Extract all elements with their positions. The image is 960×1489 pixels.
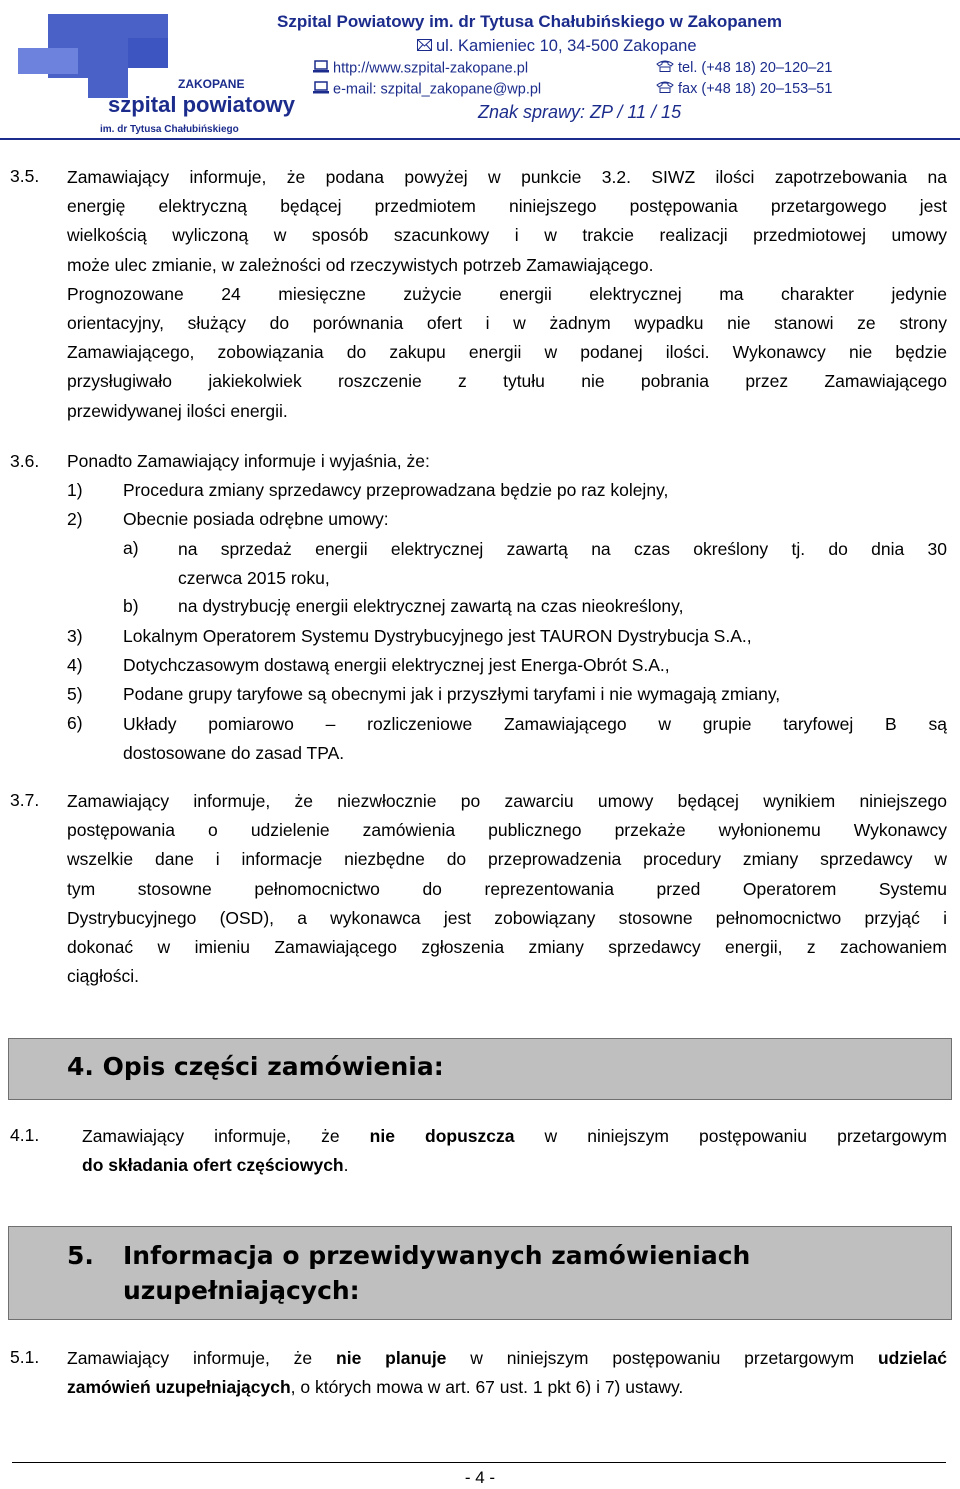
list-item-number: 4)	[67, 655, 83, 675]
section-heading-4-title: 4. Opis części zamówienia:	[67, 1052, 444, 1081]
section-heading-5-title-line2: uzupełniających:	[123, 1276, 360, 1305]
emphasis-text: zamówień uzupełniających	[67, 1377, 291, 1398]
phone-icon	[656, 60, 674, 76]
sublist-item-number: b)	[123, 596, 139, 616]
text-line: Zamawiający informuje, że niezwłocznie po zawarciu umowy będącej wynikiem niniejszego	[67, 791, 947, 811]
text-line: Dystrybucyjnego (OSD), a wykonawca jest zobowiązany stosowne pełnomocnictwo przyjąć i	[67, 907, 947, 928]
email-link[interactable]: e-mail: szpital_zakopane@wp.pl	[333, 81, 542, 98]
list-item-text	[123, 710, 947, 768]
fax-text: fax (+48 18) 20–153–51	[678, 81, 833, 97]
list-item-number: 5)	[67, 684, 83, 704]
computer-icon	[313, 60, 329, 77]
text-line: orientacyjny, służący do porównania ofert i w żadnym wypadku nie stanowi ze strony	[67, 313, 947, 334]
text-run: , o których mowa w art. 67 ust. 1 pkt 6) i 7) ustawy.	[290, 1377, 684, 1398]
phone-icon	[656, 81, 674, 97]
text-run: w niniejszym postępowaniu przetargowym	[514, 1126, 947, 1146]
section-heading-5-number: 5.	[67, 1241, 94, 1270]
text-line: ciągłości.	[67, 966, 139, 987]
hospital-name: Szpital Powiatowy im. dr Tytusa Chałubińskiego w Zakopanem	[277, 12, 783, 31]
text-line	[82, 1122, 947, 1151]
page-number: - 4 -	[464, 1468, 496, 1487]
address-line	[417, 37, 697, 56]
website-link[interactable]: http://www.szpital-zakopane.pl	[333, 60, 529, 77]
header-divider	[0, 138, 960, 140]
text-line: dostosowane do zasad TPA.	[123, 743, 345, 764]
list-item-text: Podane grupy taryfowe są obecnymi jak i przyszłymi taryfami i nie wymagają zmiany,	[123, 684, 781, 704]
emphasis-text: udzielać	[877, 1348, 947, 1368]
text-line: wszelkie dane i informacje niezbędne do przeprowadzenia procedury zmiany sprzedawcy w	[67, 849, 947, 870]
list-item-number: 1)	[67, 480, 83, 500]
text-line	[67, 1373, 947, 1402]
text-line: energię elektryczną będącej przedmiotem niniejszego postępowania przetargowego jest	[67, 196, 947, 217]
text-line: Układy pomiarowo – rozliczeniowe Zamawiającego w grupie taryfowej B są	[123, 714, 947, 734]
section-4-1-text	[82, 1122, 947, 1180]
sublist-item-text: na dystrybucję energii elektrycznej zawartą na czas nieokreślony,	[178, 596, 684, 616]
section-number-5-1: 5.1.	[10, 1347, 40, 1367]
list-item-text: Dotychczasowym dostawą energii elektrycznej jest Energa-Obrót S.A.,	[123, 655, 670, 675]
footer-divider	[12, 1462, 946, 1463]
emphasis-text: nie planuje	[336, 1348, 447, 1368]
logo-text-top: ZAKOPANE	[178, 77, 245, 91]
list-item-number: 2)	[67, 509, 83, 529]
text-line: przysługiwało jakiekolwiek roszczenie z tytułu nie pobrania przez Zamawiającego	[67, 371, 947, 392]
address-text: ul. Kamieniec 10, 34-500 Zakopane	[436, 37, 697, 55]
email-line	[313, 81, 541, 98]
text-line: może ulec zmianie, w zależności od rzeczywistych potrzeb Zamawiającego.	[67, 254, 654, 275]
section-number-4-1: 4.1.	[10, 1125, 40, 1145]
list-item-number: 6)	[67, 713, 83, 733]
text-line: na sprzedaż energii elektrycznej zawartą na czas określony tj. do dnia 30	[178, 539, 947, 559]
text-run: .	[343, 1155, 349, 1176]
phone-line	[656, 60, 832, 76]
list-item-text: Procedura zmiany sprzedawcy przeprowadzana będzie po raz kolejny,	[123, 480, 669, 500]
text-line: Zamawiający informuje, że podana powyżej w punkcie 3.2. SIWZ ilości zapotrzebowania na	[67, 167, 947, 187]
case-number: Znak sprawy: ZP / 11 / 15	[478, 102, 682, 122]
computer-icon	[313, 81, 329, 98]
emphasis-text: do składania ofert częściowych	[82, 1155, 344, 1176]
section-number-3-7: 3.7.	[10, 790, 40, 810]
section-5-1-text	[67, 1344, 947, 1402]
website-line	[313, 60, 528, 77]
logo-text-sub: im. dr Tytusa Chałubińskiego	[100, 124, 239, 135]
list-item-number: 3)	[67, 626, 83, 646]
text-line: Prognozowane 24 miesięczne zużycie energii elektrycznej ma charakter jedynie	[67, 283, 947, 304]
text-line: czerwca 2015 roku,	[178, 568, 330, 589]
text-line: dokonać w imieniu Zamawiającego zgłoszenia zmiany sprzedawcy energii, z zachowaniem	[67, 937, 947, 958]
emphasis-text: nie dopuszcza	[369, 1126, 515, 1146]
phone-text: tel. (+48 18) 20–120–21	[678, 60, 833, 76]
sublist-item-text	[178, 535, 947, 593]
envelope-icon	[417, 37, 432, 56]
hospital-logo	[18, 8, 296, 143]
text-line: tym stosowne pełnomocnictwo do reprezentowania przed Operatorem Systemu	[67, 878, 947, 899]
section-heading-5-title-line1: Informacja o przewidywanych zamówieniach	[123, 1241, 751, 1270]
section-number-3-6: 3.6.	[10, 451, 40, 471]
text-line: postępowania o udzielenie zamówienia publicznego przekaże wyłonionemu Wykonawcy	[67, 820, 947, 841]
text-line: wielkością wyliczoną w sposób szacunkowy i w trakcie realizacji przedmiotowej umowy	[67, 225, 947, 246]
list-item-text: Lokalnym Operatorem Systemu Dystrybucyjnego jest TAURON Dystrybucja S.A.,	[123, 626, 752, 646]
sublist-item-number: a)	[123, 538, 139, 558]
logo-text-main: szpital powiatowy	[108, 92, 296, 117]
text-line: Zamawiającego, zobowiązania do zakupu energii w podanej ilości. Wykonawcy nie będzie	[67, 342, 947, 363]
section-number-3-5: 3.5.	[10, 166, 40, 186]
list-item-text: Obecnie posiada odrębne umowy:	[123, 509, 389, 529]
text-line	[82, 1151, 947, 1180]
section-3-7-text	[67, 787, 947, 991]
section-3-6-intro: Ponadto Zamawiający informuje i wyjaśnia, że:	[67, 451, 430, 471]
text-run: Zamawiający informuje, że	[67, 1348, 337, 1368]
text-line	[67, 1344, 947, 1373]
text-line: przewidywanej ilości energii.	[67, 400, 288, 421]
text-run: w niniejszym postępowaniu przetargowym	[446, 1348, 878, 1368]
text-run: Zamawiający informuje, że	[82, 1126, 370, 1146]
section-3-5-text	[67, 163, 947, 426]
fax-line	[656, 81, 832, 97]
